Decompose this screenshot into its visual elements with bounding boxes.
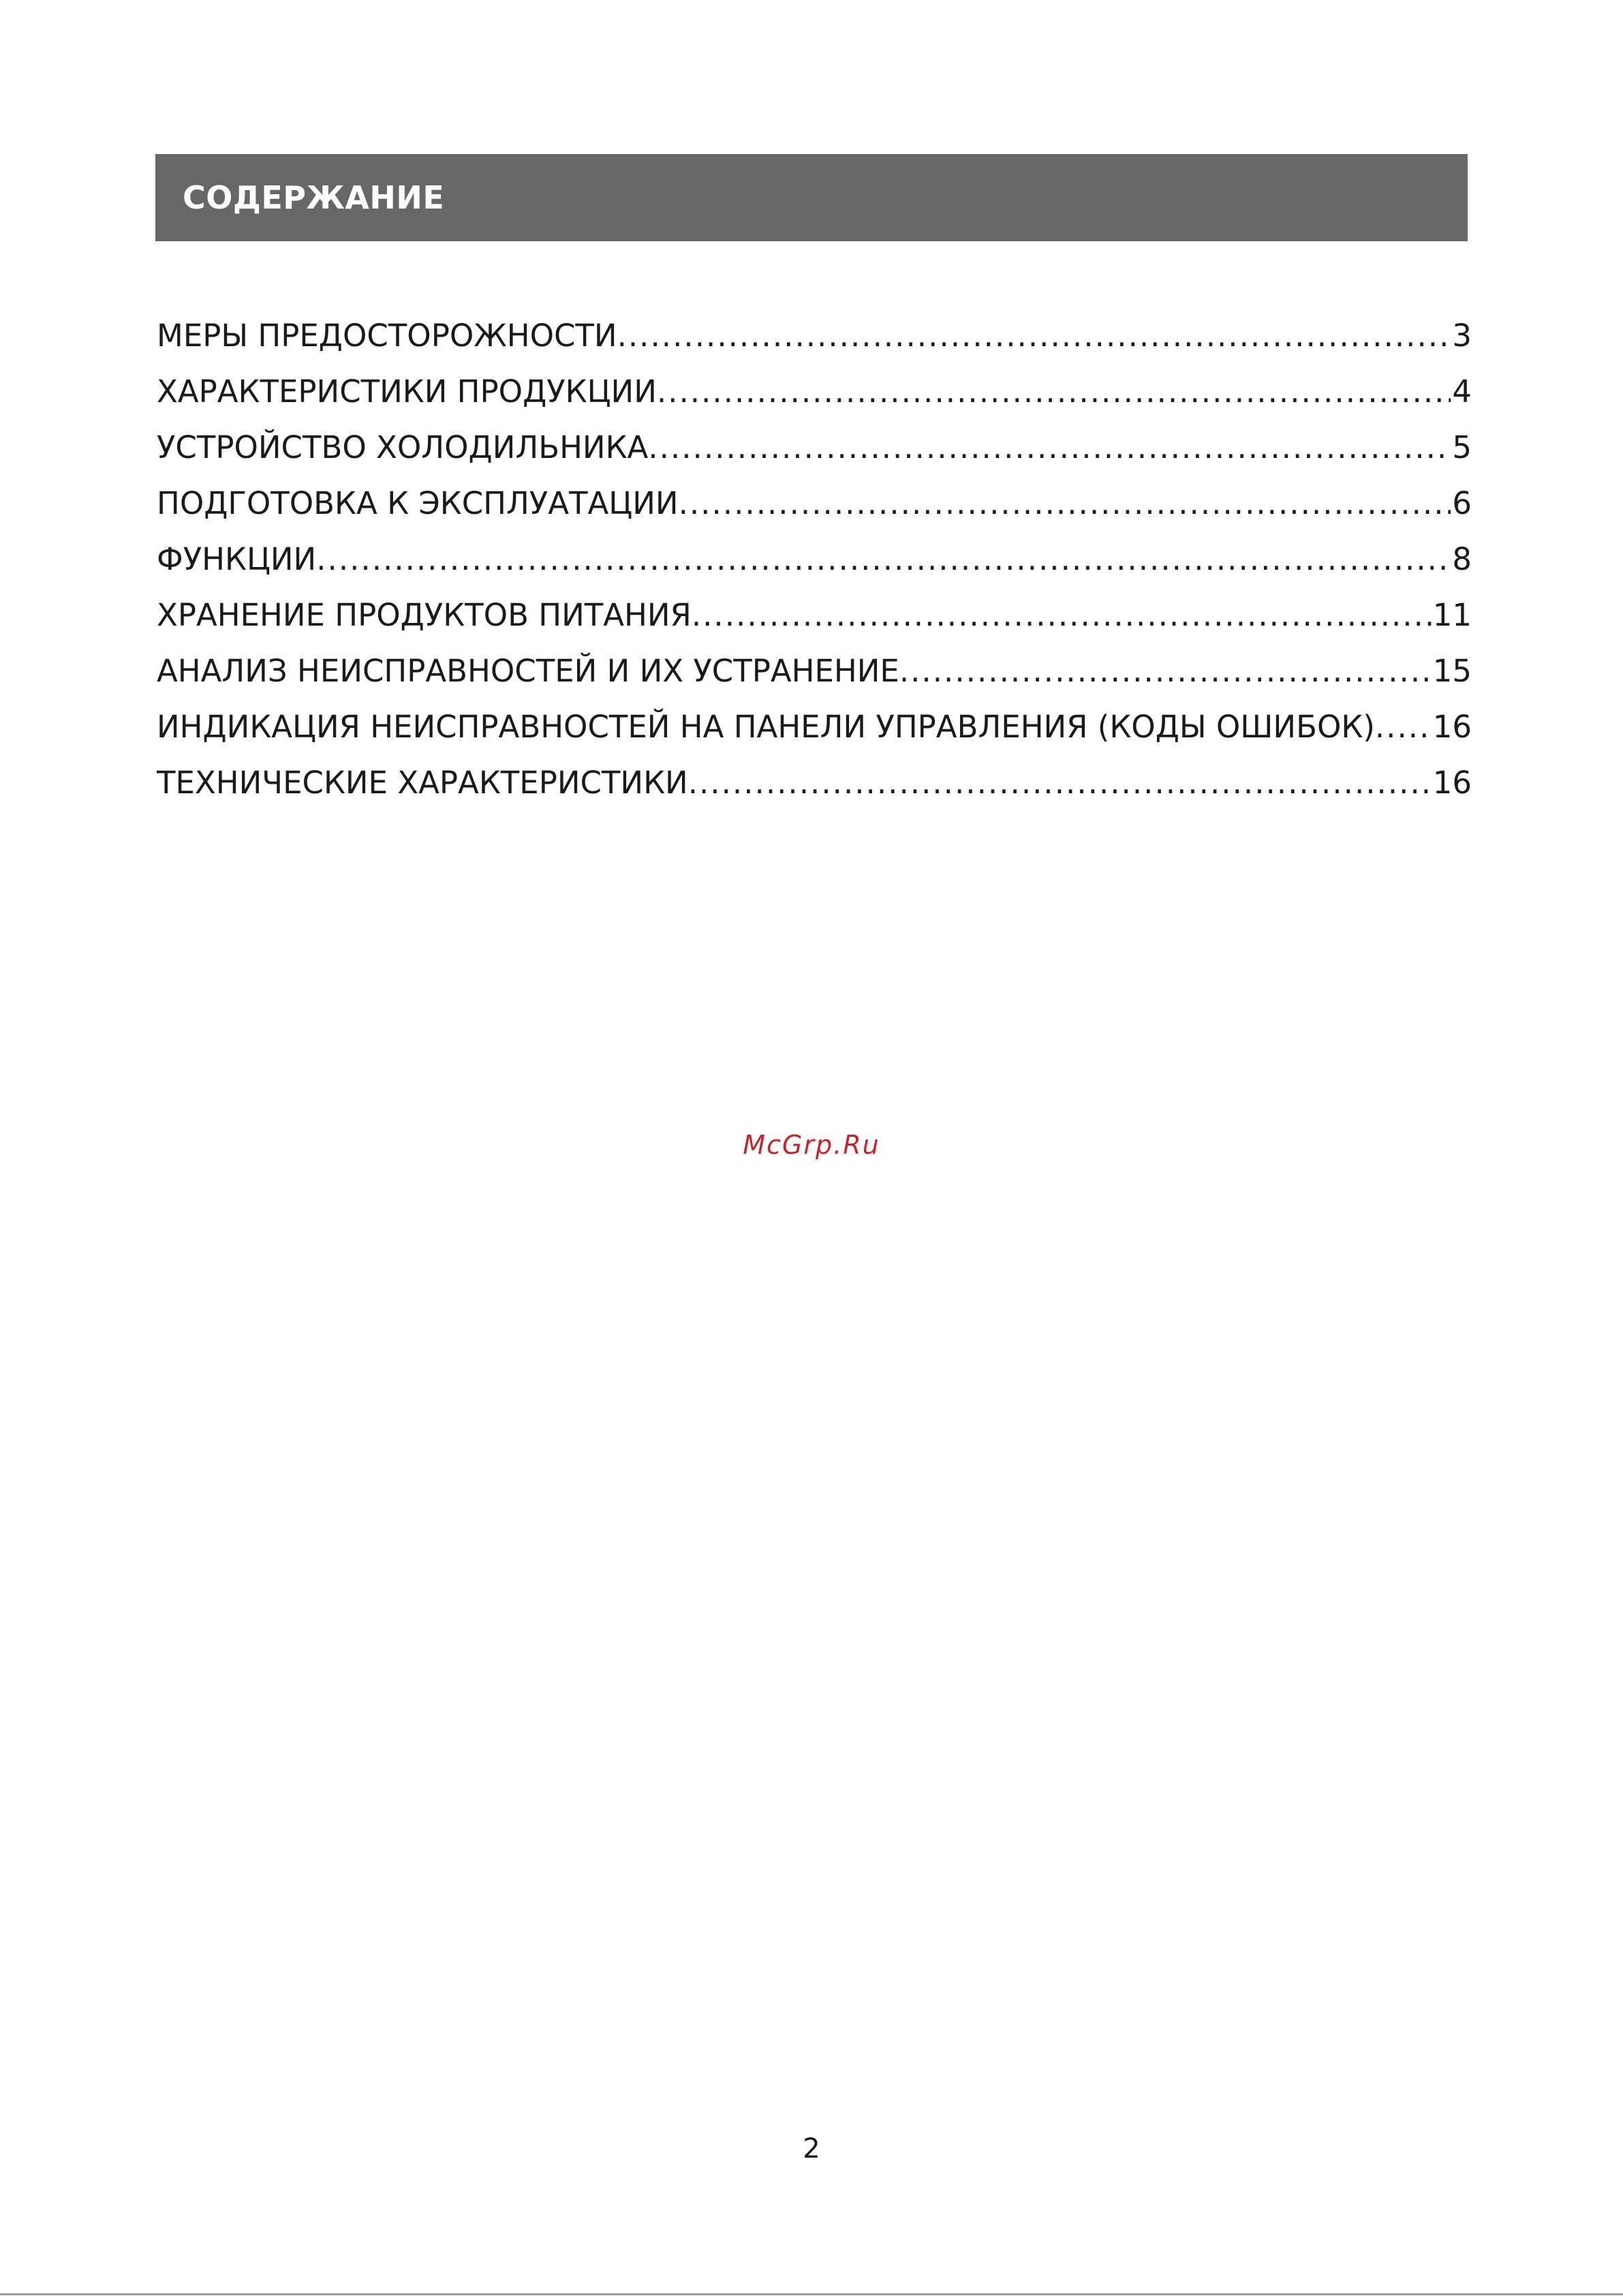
toc-entry-title: ХРАНЕНИЕ ПРОДУКТОВ ПИТАНИЯ xyxy=(157,597,692,633)
toc-dot-leader xyxy=(657,364,1451,420)
toc-entry-title: ИНДИКАЦИЯ НЕИСПРАВНОСТЕЙ НА ПАНЕЛИ УПРАВЛЕНИЯ (КОДЫ ОШИБОК) xyxy=(157,709,1375,745)
toc-entry-page: 6 xyxy=(1452,485,1472,521)
toc-entry-page: 5 xyxy=(1452,429,1472,465)
toc-entry-title: ФУНКЦИИ xyxy=(157,541,317,577)
toc-entry[interactable] xyxy=(157,587,1472,643)
watermark-text: McGrp.Ru xyxy=(743,1130,880,1160)
toc-entry[interactable] xyxy=(157,364,1472,420)
toc-entry[interactable] xyxy=(157,476,1472,532)
toc-entry-title: ПОДГОТОВКА К ЭКСПЛУАТАЦИИ xyxy=(157,485,679,521)
page-number: 2 xyxy=(803,2133,820,2164)
toc-dot-leader xyxy=(899,643,1432,699)
toc-dot-leader xyxy=(648,420,1451,476)
toc-entry-page: 4 xyxy=(1452,373,1472,410)
toc-dot-leader xyxy=(692,587,1432,643)
toc-entry-page: 16 xyxy=(1432,709,1472,745)
contents-header-bar xyxy=(155,154,1468,241)
toc-dot-leader xyxy=(316,532,1451,587)
toc-dot-leader xyxy=(617,308,1451,364)
table-of-contents xyxy=(157,308,1472,811)
toc-entry[interactable] xyxy=(157,643,1472,699)
toc-entry[interactable] xyxy=(157,699,1472,755)
toc-entry[interactable] xyxy=(157,308,1472,364)
toc-entry-title: ХАРАКТЕРИСТИКИ ПРОДУКЦИИ xyxy=(157,373,657,410)
toc-dot-leader xyxy=(679,476,1451,532)
toc-entry-page: 16 xyxy=(1432,765,1472,801)
toc-entry-title: АНАЛИЗ НЕИСПРАВНОСТЕЙ И ИХ УСТРАНЕНИЕ xyxy=(157,653,899,689)
toc-entry-title: МЕРЫ ПРЕДОСТОРОЖНОСТИ xyxy=(157,318,617,354)
toc-entry[interactable] xyxy=(157,532,1472,587)
toc-entry-title: ТЕХНИЧЕСКИЕ ХАРАКТЕРИСТИКИ xyxy=(157,765,688,801)
contents-heading: СОДЕРЖАНИЕ xyxy=(183,179,445,216)
toc-entry-page: 8 xyxy=(1452,541,1472,577)
toc-entry-title: УСТРОЙСТВО ХОЛОДИЛЬНИКА xyxy=(157,429,649,465)
toc-dot-leader xyxy=(1375,699,1432,755)
toc-entry[interactable] xyxy=(157,420,1472,476)
toc-entry-page: 11 xyxy=(1432,597,1472,633)
toc-dot-leader xyxy=(688,755,1432,811)
toc-entry-page: 3 xyxy=(1452,318,1472,354)
toc-entry[interactable] xyxy=(157,755,1472,811)
toc-entry-page: 15 xyxy=(1432,653,1472,689)
